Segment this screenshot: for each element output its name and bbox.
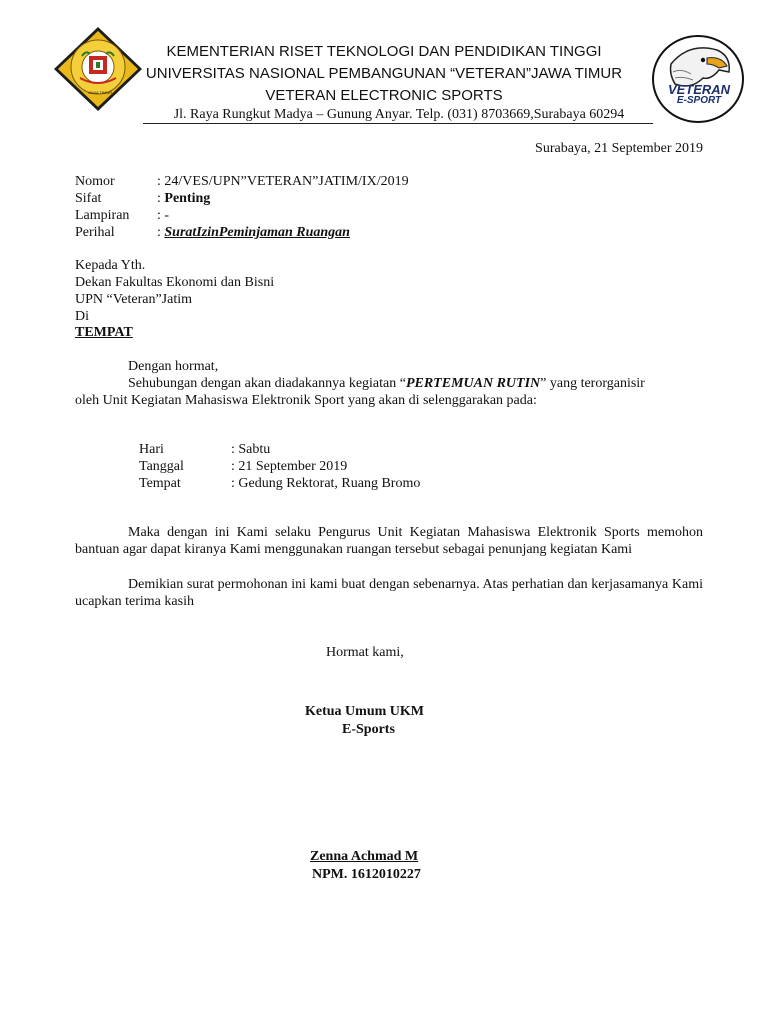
header-ministry: KEMENTERIAN RISET TEKNOLOGI DAN PENDIDIKAN TINGGI bbox=[166, 43, 602, 60]
body-paragraph-closing: Demikian surat permohonan ini kami buat dengan sebenarnya. Atas perhatian dan kerjasamanya Kami ucapkan terima kasih bbox=[75, 577, 703, 609]
event-name: PERTEMUAN RUTIN bbox=[405, 376, 541, 391]
esport-logo-text2: E-SPORT bbox=[676, 95, 722, 106]
recipient-line2: Dekan Fakultas Ekonomi dan Bisni bbox=[75, 275, 275, 290]
meta-label-perihal: Perihal bbox=[75, 225, 115, 240]
intro-line2: oleh Unit Kegiatan Mahasiswa Elektronik Sport yang akan di selenggarakan pada: bbox=[75, 393, 537, 408]
recipient-line3: UPN “Veteran”Jatim bbox=[75, 292, 193, 307]
detail-label-tempat: Tempat bbox=[139, 476, 181, 491]
detail-value-tanggal: : 21 September 2019 bbox=[231, 459, 348, 474]
university-logo-bottom-text: JAWA TIMUR bbox=[87, 90, 113, 95]
recipient-line1: Kepada Yth. bbox=[75, 258, 146, 273]
intro-post: ” yang terorganisir bbox=[540, 376, 645, 391]
closing-regards: Hormat kami, bbox=[326, 645, 404, 660]
header-divider bbox=[143, 123, 653, 124]
meta-value-nomor: : 24/VES/UPN”VETERAN”JATIM/IX/2019 bbox=[157, 174, 409, 189]
greeting: Dengan hormat, bbox=[128, 359, 219, 374]
closing-position2: E-Sports bbox=[342, 722, 395, 737]
meta-value-lampiran: : - bbox=[157, 208, 170, 223]
detail-label-tanggal: Tanggal bbox=[139, 459, 184, 474]
header-unit: VETERAN ELECTRONIC SPORTS bbox=[265, 87, 503, 104]
intro-pre: Sehubungan dengan akan diadakannya kegiatan “ bbox=[128, 376, 406, 391]
perihal-subject: SuratIzinPeminjaman Ruangan bbox=[164, 225, 350, 240]
meta-label-lampiran: Lampiran bbox=[75, 208, 130, 223]
signatory-name: Zenna Achmad M bbox=[310, 849, 419, 864]
header-university: UNIVERSITAS NASIONAL PEMBANGUNAN “VETERAN”JAWA TIMUR bbox=[145, 65, 623, 82]
recipient-line4: Di bbox=[75, 309, 89, 324]
intro-line1 bbox=[128, 375, 704, 392]
meta-label-sifat: Sifat bbox=[75, 191, 102, 206]
meta-value-perihal: : SuratIzinPeminjaman Ruangan bbox=[157, 225, 350, 240]
detail-value-tempat: : Gedung Rektorat, Ruang Bromo bbox=[231, 476, 421, 491]
detail-label-hari: Hari bbox=[139, 442, 164, 457]
esport-logo-text1: VETERAN bbox=[667, 82, 731, 97]
detail-value-hari: : Sabtu bbox=[231, 442, 271, 457]
header-address: Jl. Raya Rungkut Madya – Gunung Anyar. Telp. (031) 8703669,Surabaya 60294 bbox=[173, 107, 625, 122]
letter-date: Surabaya, 21 September 2019 bbox=[535, 141, 703, 156]
recipient-place: TEMPAT bbox=[75, 325, 133, 340]
closing-position1: Ketua Umum UKM bbox=[305, 704, 424, 719]
meta-value-sifat: : Penting bbox=[157, 191, 211, 206]
signatory-npm: NPM. 1612010227 bbox=[312, 867, 421, 882]
meta-label-nomor: Nomor bbox=[75, 174, 115, 189]
body-paragraph-request: Maka dengan ini Kami selaku Pengurus Unit Kegiatan Mahasiswa Elektronik Sports memohon bantuan agar dapat kiranya Kami menggunakan ruangan tersebut sebagai penunjang kegiatan Kami bbox=[75, 525, 703, 557]
